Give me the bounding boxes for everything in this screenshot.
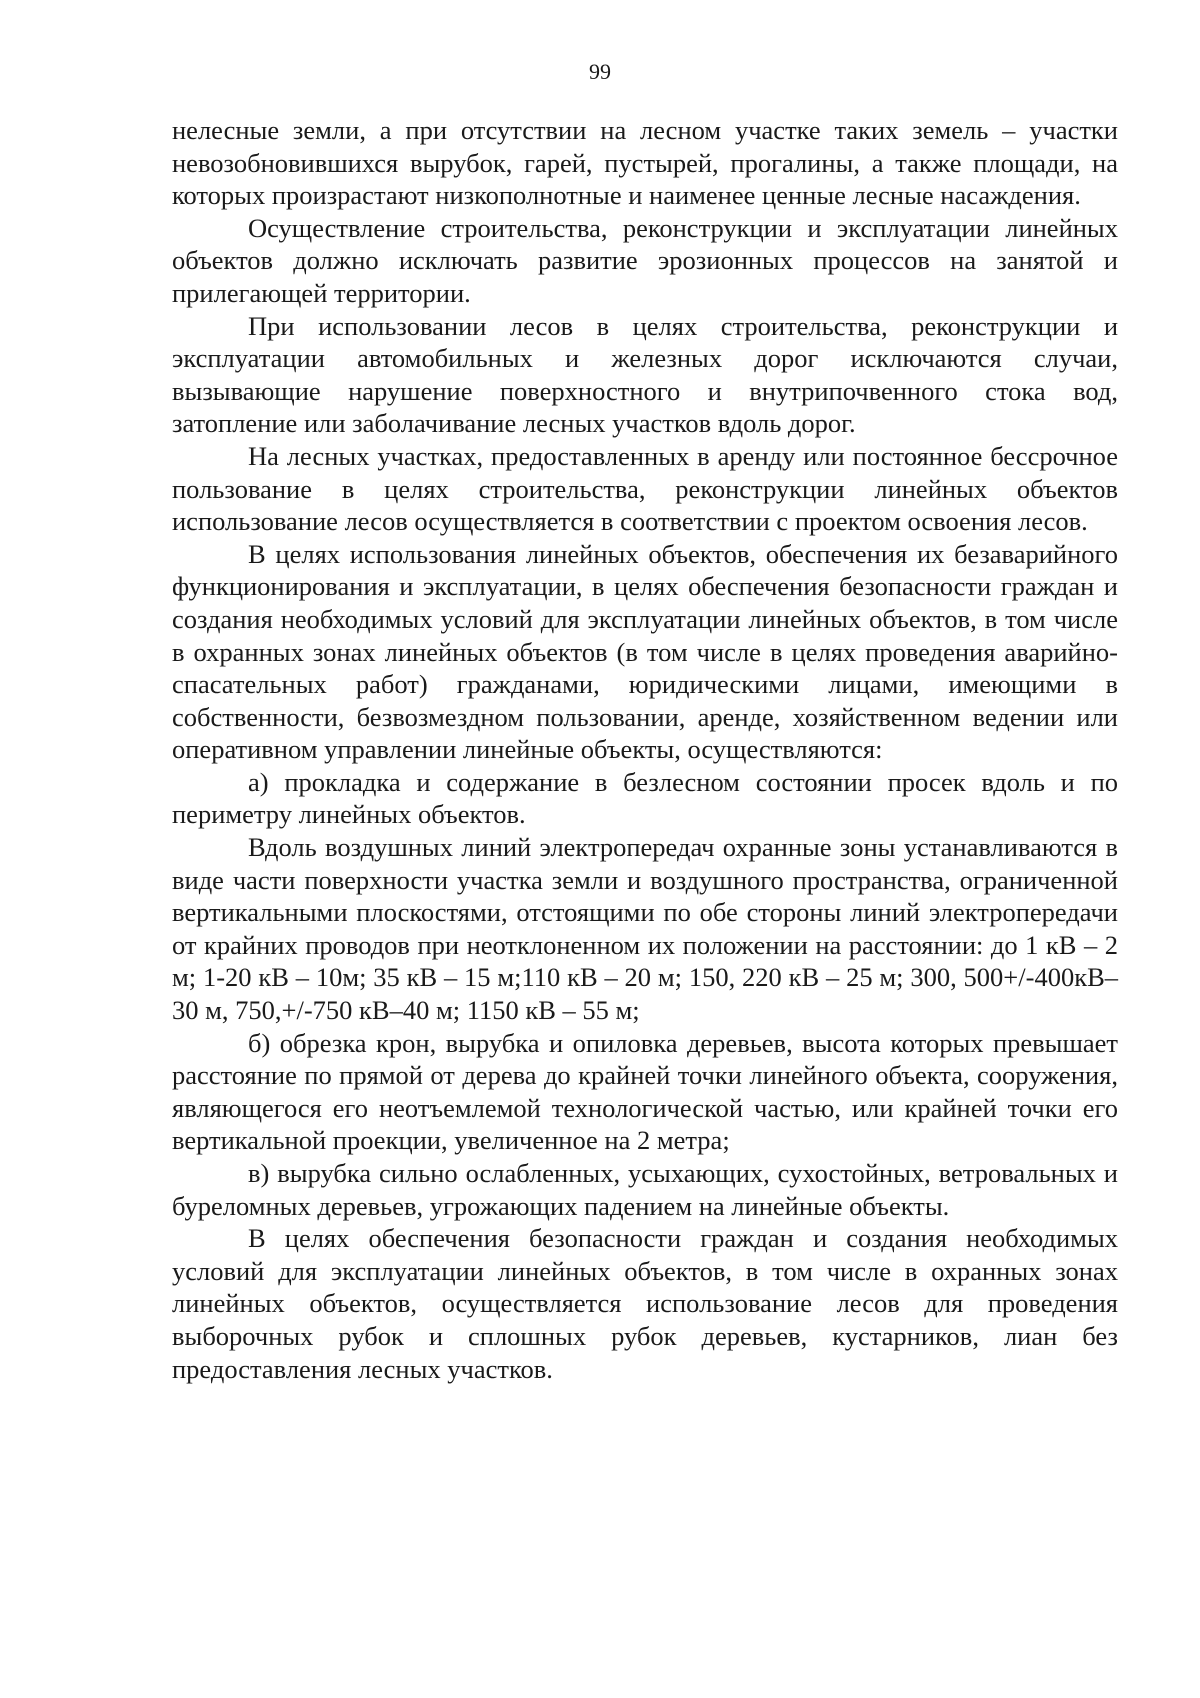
paragraph: В целях использования линейных объектов, обеспечения их безаварийного функционирования и эксплуатации, в целях обеспечения безопасности граждан и создания необходимых условий для эксплуатации линейных объектов, в том числе в охранных зонах линейных объектов (в том числе в целях проведения аварийно-спасательных работ) гражданами, юридическими лицами, имеющими в собственности, безвозмездном пользовании, аренде, хозяйственном ведении или оперативном управлении линейные объекты, осуществляются: xyxy=(172,538,1118,765)
document-body xyxy=(172,114,1118,1385)
list-item-a: а) прокладка и содержание в безлесном состоянии просек вдоль и по периметру линейных объектов. xyxy=(172,766,1118,830)
paragraph: В целях обеспечения безопасности граждан и создания необходимых условий для эксплуатации линейных объектов, в том числе в охранных зонах линейных объектов, осуществляется использование лесов для проведения выборочных рубок и сплошных рубок деревьев, кустарников, лиан без предоставления лесных участков. xyxy=(172,1223,1118,1384)
paragraph: Осуществление строительства, реконструкции и эксплуатации линейных объектов должно исключать развитие эрозионных процессов на занятой и прилегающей территории. xyxy=(172,212,1118,308)
paragraph: При использовании лесов в целях строительства, реконструкции и эксплуатации автомобильных и железных дорог исключаются случаи, вызывающие нарушение поверхностного и внутрипочвенного стока вод, затопление или заболачивание лесных участков вдоль дорог. xyxy=(172,310,1118,439)
list-item-b: б) обрезка крон, вырубка и опиловка деревьев, высота которых превышает расстояние по прямой от дерева до крайней точки линейного объекта, сооружения, являющегося его неотъемлемой технологической частью, или крайней точки его вертикальной проекции, увеличенное на 2 метра; xyxy=(172,1027,1118,1156)
paragraph: На лесных участках, предоставленных в аренду или постоянное бессрочное пользование в целях строительства, реконструкции линейных объектов использование лесов осуществляется в соответствии с проектом освоения лесов. xyxy=(172,440,1118,537)
paragraph: Вдоль воздушных линий электропередач охранные зоны устанавливаются в виде части поверхности участка земли и воздушного пространства, ограниченной вертикальными плоскостями, отстоящими по обе стороны линий электропередачи от крайних проводов при неотклоненном их положении на расстоянии: до 1 кВ – 2 м; 1-20 кВ – 10м; 35 кВ – 15 м;110 кВ – 20 м; 150, 220 кВ – 25 м; 300, 500+/-400кВ–30 м, 750,+/-750 кВ–40 м; 1150 кВ – 55 м; xyxy=(172,832,1118,1026)
page-number: 99 xyxy=(589,59,611,84)
list-item-c: в) вырубка сильно ослабленных, усыхающих, сухостойных, ветровальных и буреломных деревьев, угрожающих падением на линейные объекты. xyxy=(172,1158,1118,1221)
paragraph: нелесные земли, а при отсутствии на лесном участке таких земель – участки невозобновившихся вырубок, гарей, пустырей, прогалины, а также площади, на которых произрастают низкополнотные и наименее ценные лесные насаждения. xyxy=(172,115,1118,211)
